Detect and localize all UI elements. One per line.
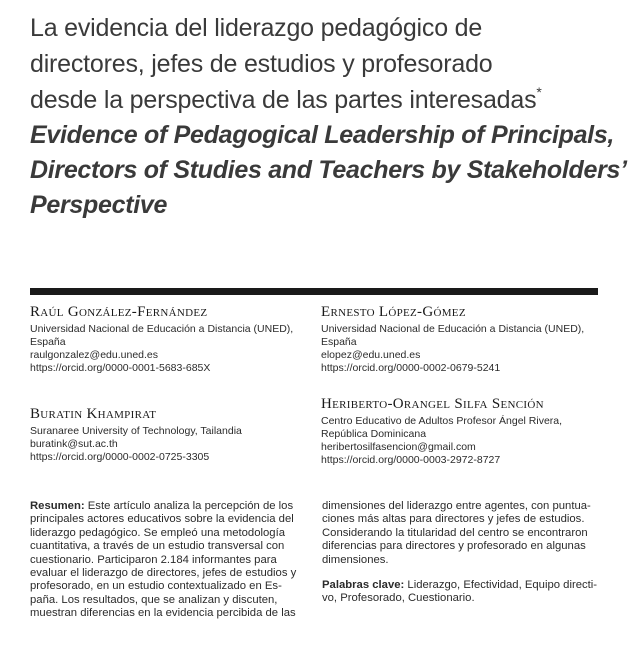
author-name: Buratin Khampirat	[30, 406, 157, 422]
title-en-line: Evidence of Pedagogical Leadership of Principals,	[30, 121, 615, 149]
abstract-line: Considerando la titularidad del centro se encontraron	[322, 526, 588, 539]
author-email[interactable]: raulgonzalez@edu.uned.es	[30, 349, 158, 361]
abstract-line: diferencias para directores y profesorado en algunas	[322, 540, 586, 553]
title-es-line: directores, jefes de estudios y profesorado	[30, 50, 493, 78]
abstract-left-column	[30, 500, 305, 621]
author-email[interactable]: heribertosilfasencion@gmail.com	[321, 441, 476, 453]
author-affiliation: Universidad Nacional de Educación a Distancia (UNED),	[321, 323, 585, 335]
author-affiliation: Centro Educativo de Adultos Profesor Ángel Rivera,	[321, 415, 563, 427]
author-country: España	[321, 336, 357, 348]
title-en-line: Directors of Studies and Teachers by Stakeholders’	[30, 156, 627, 184]
section-divider	[30, 288, 598, 295]
author-country: España	[30, 336, 66, 348]
author-orcid[interactable]: https://orcid.org/0000-0002-0725-3305	[30, 451, 210, 463]
title-spanish	[30, 10, 620, 118]
abstract-line: dimensiones del liderazgo entre agentes, con puntua-	[322, 500, 591, 512]
author-affiliation: Universidad Nacional de Educación a Distancia (UNED),	[30, 323, 294, 335]
keywords-text: Liderazgo, Efectividad, Equipo directi-	[407, 579, 598, 592]
keywords-line	[322, 579, 600, 592]
author-gonzalez	[30, 302, 310, 375]
keywords-line: vo, Profesorado, Cuestionario.	[322, 592, 475, 605]
abstract-right-column	[322, 500, 600, 606]
abstract-text: Este artículo analiza la percepción de los	[87, 500, 294, 512]
abstract-line	[30, 500, 305, 513]
abstract-line: muestran diferencias en la evidencia percibida de las	[30, 607, 296, 620]
abstract-line: dimensiones.	[322, 553, 389, 566]
abstract-label: Resumen:	[30, 500, 85, 512]
abstract-line: cuestionario. Participaron 2.184 informantes para	[30, 553, 277, 566]
keywords-label: Palabras clave:	[322, 579, 405, 592]
author-orcid[interactable]: https://orcid.org/0000-0003-2972-8727	[321, 454, 501, 466]
author-name: Ernesto López-Gómez	[321, 304, 466, 320]
author-email[interactable]: elopez@edu.uned.es	[321, 349, 421, 361]
author-lopez	[321, 302, 601, 375]
title-english	[30, 118, 627, 223]
abstract-line: ciones más altas para directores y jefes de estudios.	[322, 513, 585, 526]
author-name: Raúl González-Fernández	[30, 304, 208, 320]
author-email[interactable]: buratink@sut.ac.th	[30, 438, 118, 450]
abstract-line: principales actores educativos sobre la evidencia del	[30, 513, 294, 526]
abstract-line: profesorado, en un estudio contextualizado en Es-	[30, 580, 282, 593]
abstract-line: evaluar el liderazgo de directores, jefes de estudios y	[30, 567, 297, 580]
author-khampirat	[30, 404, 310, 464]
title-es-line: La evidencia del liderazgo pedagógico de	[30, 14, 483, 42]
title-en-line: Perspective	[30, 191, 168, 219]
author-affiliation: Suranaree University of Technology, Tailandia	[30, 425, 242, 437]
author-orcid[interactable]: https://orcid.org/0000-0001-5683-685X	[30, 362, 211, 374]
author-silfa	[321, 394, 601, 467]
author-name: Heriberto-Orangel Silfa Sención	[321, 396, 544, 412]
title-block	[30, 10, 627, 223]
footnote-mark[interactable]: *	[536, 84, 542, 100]
title-es-line-text: desde la perspectiva de las partes interesadas	[30, 86, 537, 114]
author-country: República Dominicana	[321, 428, 427, 440]
abstract-line: paña. Los resultados, que se analizan y discuten,	[30, 593, 278, 606]
abstract-line: liderazgo pedagógico. Se empleó una metodología	[30, 526, 285, 539]
keywords	[322, 579, 600, 606]
abstract-line: cuantitativa, a través de un estudio transversal con	[30, 540, 285, 553]
title-es-line	[30, 82, 620, 118]
author-orcid[interactable]: https://orcid.org/0000-0002-0679-5241	[321, 362, 501, 374]
